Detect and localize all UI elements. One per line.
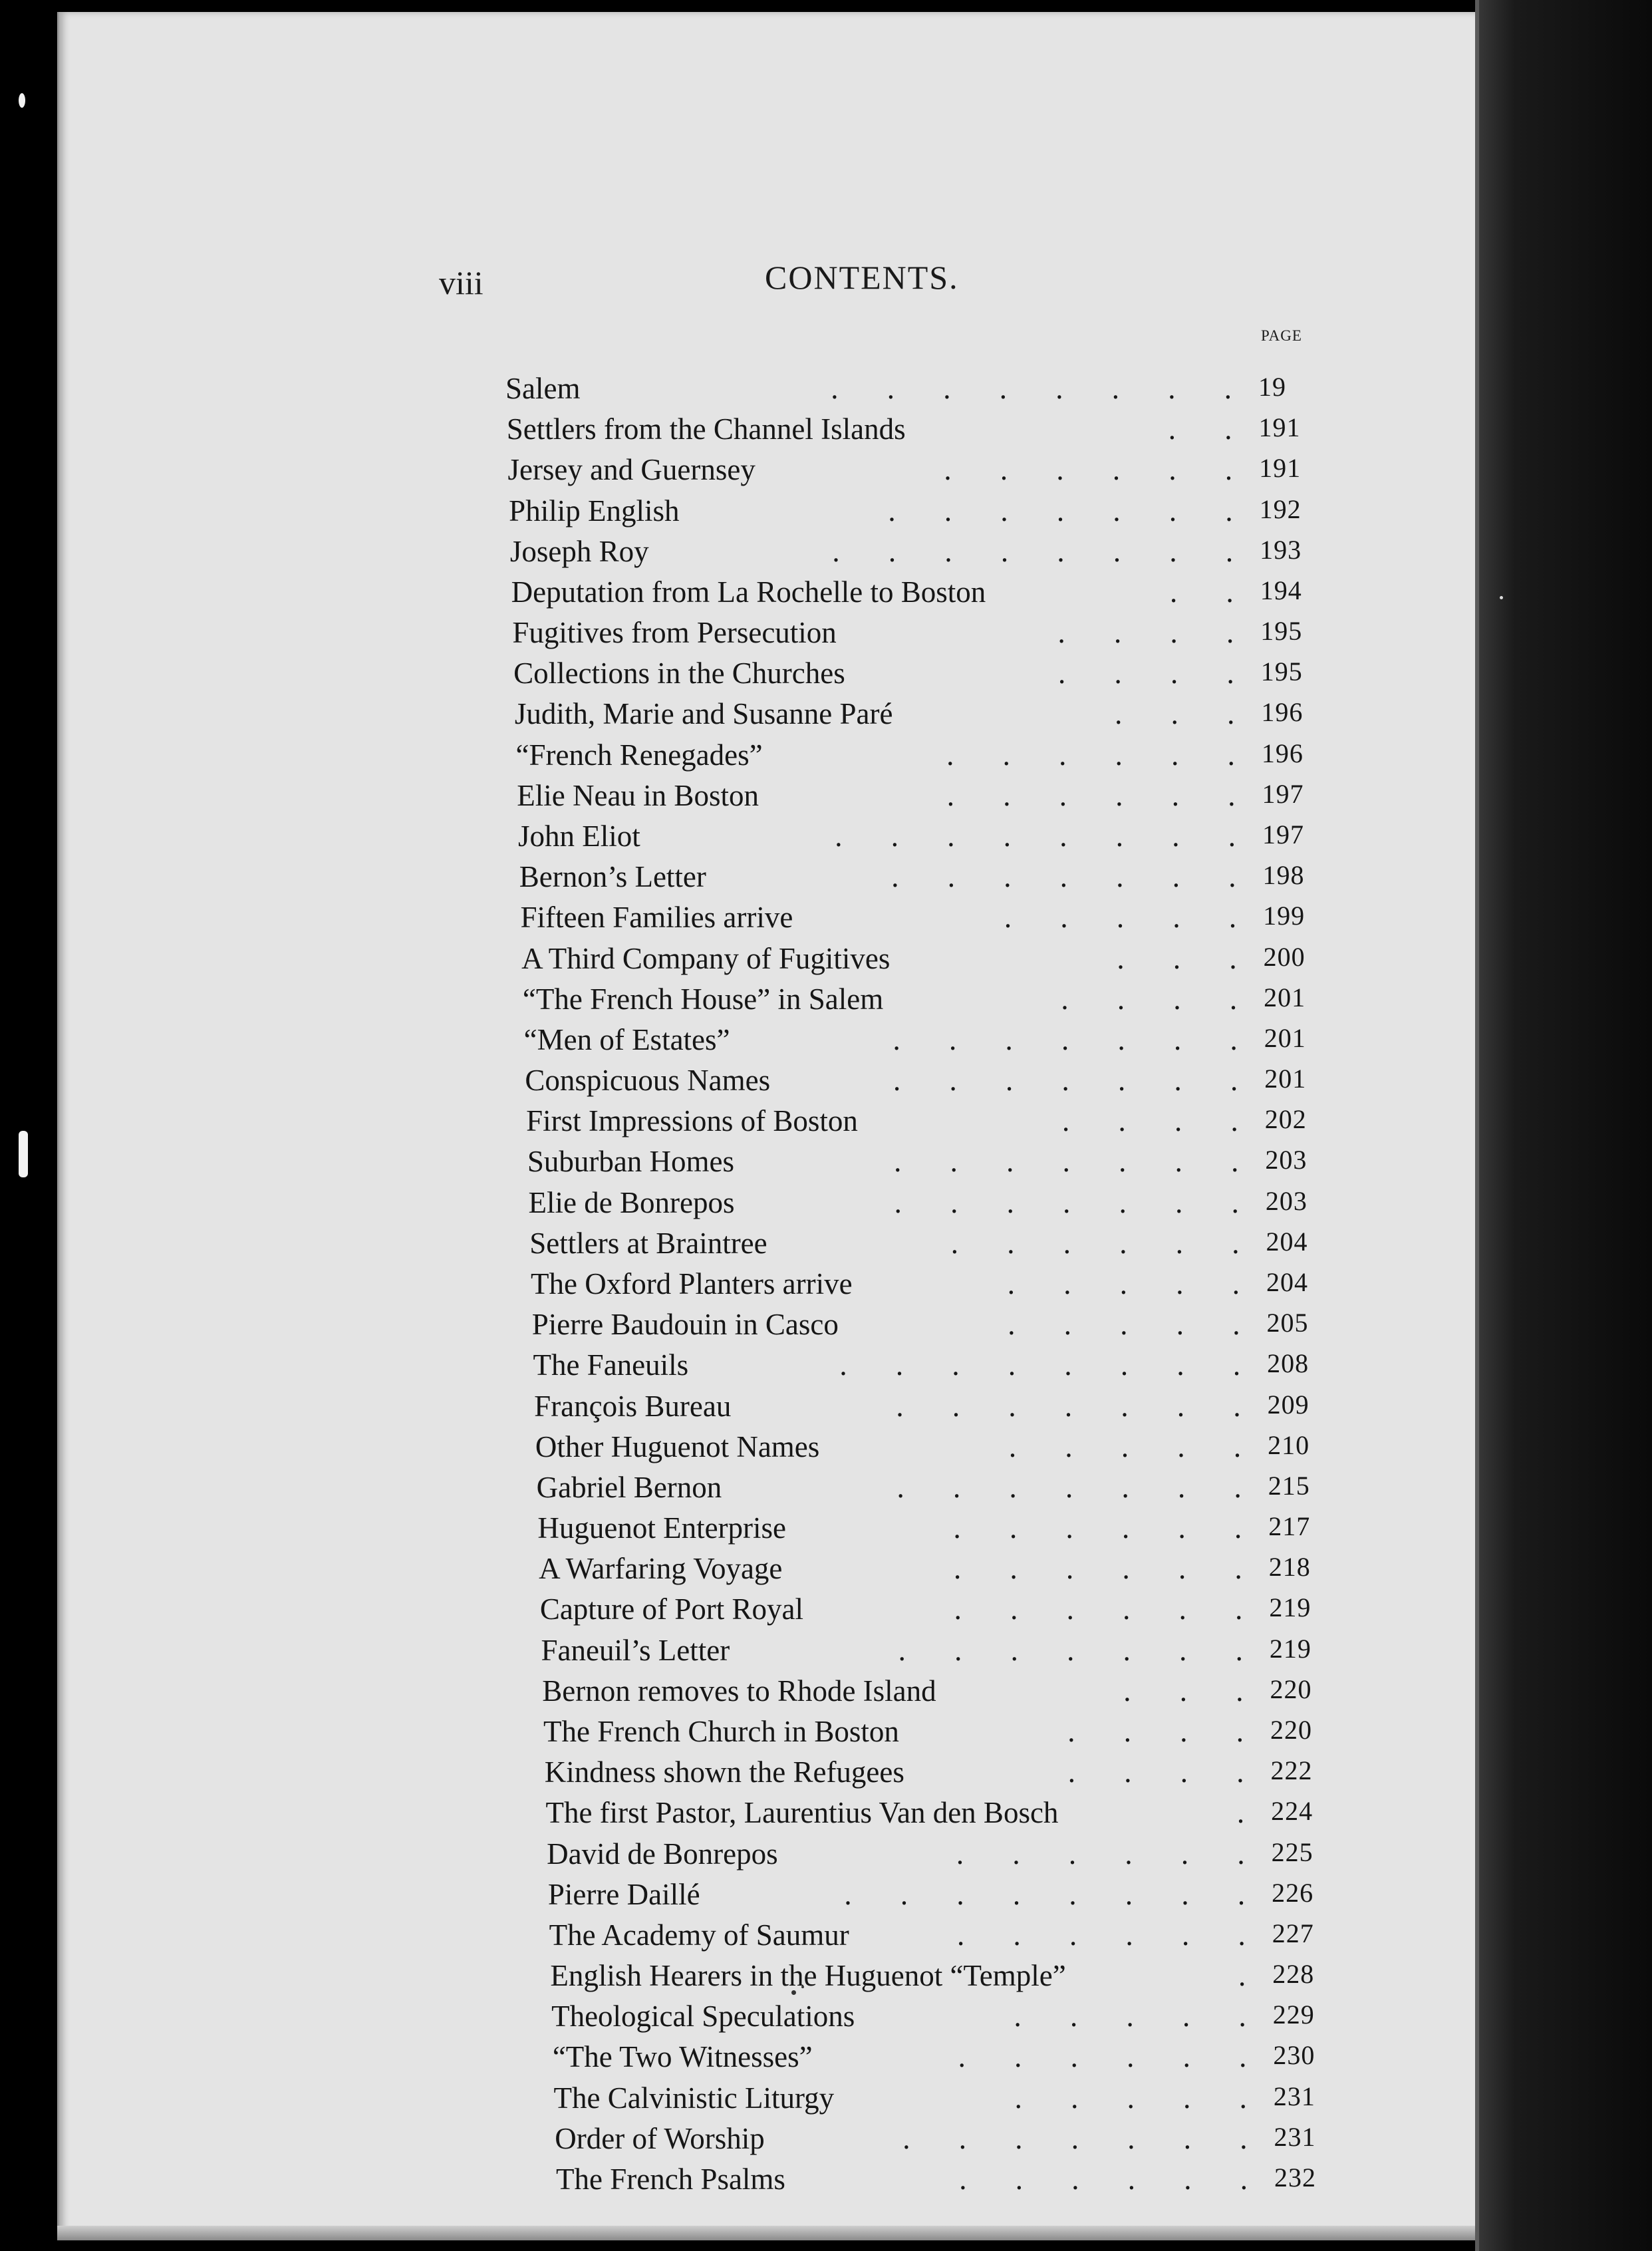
contents-entry <box>555 2121 1347 2156</box>
dot-leader: . . . . . <box>1008 1308 1240 1342</box>
dot-leader: . . . . . . . <box>896 1470 1242 1504</box>
dot-leader: . . . . . <box>1014 2081 1247 2115</box>
entry-page-number: 192 <box>1259 494 1302 524</box>
entry-page-number: 231 <box>1273 2081 1315 2111</box>
entry-page-number: 232 <box>1274 2163 1316 2192</box>
contents-entry <box>535 1429 1341 1464</box>
contents-entry <box>529 1185 1339 1220</box>
dot-leader: . . . <box>1123 1674 1244 1708</box>
contents-entry <box>520 900 1336 935</box>
entry-page-number: 201 <box>1264 1022 1306 1053</box>
entry-title: Conspicuous Names <box>525 1064 771 1098</box>
entry-page-number: 198 <box>1262 860 1305 891</box>
entry-title: The Calvinistic Liturgy <box>553 2081 835 2115</box>
dot-leader: . . . . . . <box>946 738 1235 772</box>
dot-leader: . . . . . . . <box>896 1389 1241 1423</box>
entry-title: English Hearers in the Huguenot “Temple” <box>550 1959 1066 1993</box>
contents-entry <box>505 371 1331 406</box>
entry-page-number: 199 <box>1263 901 1306 931</box>
entry-title: Fifteen Families arrive <box>520 901 793 935</box>
contents-entry <box>507 412 1332 446</box>
entry-title: Salem <box>505 372 581 405</box>
dot-leader: . . . . . <box>1004 901 1237 935</box>
contents-entry <box>537 1511 1341 1545</box>
dot-leader: . . . <box>1117 941 1237 975</box>
entry-page-number: 210 <box>1268 1429 1310 1460</box>
entry-title: Pierre Baudouin in Casco <box>531 1308 839 1342</box>
entry-title: François Bureau <box>534 1389 732 1423</box>
entry-page-number: 208 <box>1267 1348 1309 1379</box>
dot-leader: . . . <box>1115 697 1235 731</box>
dot-leader: . . . . . . . <box>893 1064 1238 1098</box>
dot-leader: . . <box>1168 412 1232 446</box>
dot-leader: . . . . <box>1067 1715 1244 1748</box>
entry-page-number: 219 <box>1269 1633 1311 1664</box>
entry-page-number: 218 <box>1268 1552 1311 1582</box>
entry-title: Other Huguenot Names <box>535 1429 820 1463</box>
dot-leader: . . . . . . . <box>888 494 1233 527</box>
entry-title: First Impressions of Boston <box>526 1104 858 1138</box>
entry-title: “French Renegades” <box>515 738 763 772</box>
dot-leader: . . . . . . <box>959 2163 1248 2196</box>
dot-leader: . . . . . . <box>958 2040 1247 2074</box>
entry-page-number: 194 <box>1260 575 1302 605</box>
entry-page-number: 204 <box>1266 1226 1308 1257</box>
contents-entry <box>529 1226 1339 1261</box>
entry-page-number: 193 <box>1260 534 1302 565</box>
dot-leader: . . . . . . . . <box>831 372 1232 405</box>
entry-page-number: 217 <box>1268 1511 1311 1542</box>
entry-title: Elie de Bonrepos <box>528 1185 735 1219</box>
entry-title: Order of Worship <box>555 2121 765 2155</box>
entry-title: Faneuil’s Letter <box>541 1633 730 1667</box>
entry-title: Joseph Roy <box>509 534 649 568</box>
contents-entry <box>515 696 1335 731</box>
contents-entry <box>531 1267 1339 1301</box>
contents-entry <box>539 1551 1342 1586</box>
dot-leader: . . . . . . . <box>894 1145 1239 1179</box>
entry-title: Settlers at Braintree <box>529 1226 767 1260</box>
entry-page-number: 222 <box>1270 1755 1313 1786</box>
contents-entry <box>554 2081 1347 2115</box>
entry-page-number: 200 <box>1263 941 1306 972</box>
contents-entry <box>509 494 1332 528</box>
dot-leader: . . . . <box>1057 616 1234 650</box>
dot-leader: . . . . . . <box>956 1918 1246 1952</box>
entry-page-number: 201 <box>1264 1064 1307 1094</box>
dot-leader: . . . . <box>1058 657 1234 690</box>
entry-title: David de Bonrepos <box>547 1837 778 1871</box>
dot-leader: . . . . . . <box>954 1552 1242 1586</box>
entry-page-number: 215 <box>1268 1470 1310 1501</box>
entry-title: Fugitives from Persecution <box>512 616 837 650</box>
dot-leader: . . . . . . . . <box>835 820 1236 853</box>
dot-leader: . . . . <box>1061 982 1238 1016</box>
entry-page-number: 227 <box>1272 1918 1314 1948</box>
entry-title: The first Pastor, Laurentius Van den Bosch <box>545 1796 1059 1830</box>
contents-entry <box>556 2162 1347 2196</box>
dot-leader: . . . . . . <box>954 1592 1243 1626</box>
contents-entry <box>553 2039 1347 2074</box>
entry-title: A Warfaring Voyage <box>539 1552 783 1586</box>
entry-title: Deputation from La Rochelle to Boston <box>511 575 986 609</box>
dot-leader: . . . . . . . <box>891 860 1236 894</box>
entry-page-number: 195 <box>1260 616 1303 647</box>
contents-entry <box>516 738 1335 772</box>
entry-page-number: 229 <box>1272 2000 1315 2030</box>
entry-page-number: 196 <box>1261 697 1304 728</box>
entry-page-number: 203 <box>1265 1145 1308 1175</box>
entry-page-number: 191 <box>1259 453 1302 484</box>
contents-entry <box>533 1348 1340 1382</box>
dot-leader: . . . . . <box>1008 1429 1242 1463</box>
contents-entry <box>525 1063 1337 1098</box>
entry-page-number: 191 <box>1258 412 1301 443</box>
entry-title: John Eliot <box>518 820 640 853</box>
entry-title: Suburban Homes <box>527 1145 735 1179</box>
dot-leader: . <box>1236 1796 1245 1830</box>
entry-page-number: 197 <box>1262 778 1304 809</box>
entry-title: The French Psalms <box>556 2163 785 2196</box>
dot-leader: . . . . . . <box>950 1226 1240 1260</box>
entry-title: Theological Speculations <box>551 2000 855 2033</box>
entry-page-number: 220 <box>1270 1674 1312 1704</box>
contents-entry <box>510 534 1333 569</box>
page-heading: CONTENTS. <box>765 259 959 296</box>
entry-title: “The French House” in Salem <box>522 982 884 1016</box>
contents-entry <box>543 1714 1343 1749</box>
entry-title: Philip English <box>509 494 680 527</box>
entry-page-number: 201 <box>1264 982 1306 1012</box>
entry-page-number: 197 <box>1262 820 1304 849</box>
entry-title: “The Two Witnesses” <box>552 2040 813 2074</box>
entry-title: “Men of Estates” <box>523 1022 730 1056</box>
entry-title: Kindness shown the Refugees <box>544 1755 904 1789</box>
contents-entry <box>545 1795 1344 1830</box>
dot-leader: . . . . . . . <box>902 2121 1248 2155</box>
contents-entry <box>549 1918 1345 1952</box>
page-column-label: PAGE <box>1261 327 1302 344</box>
contents-entry <box>517 778 1335 813</box>
dot-leader: . . . . . . . <box>893 1022 1238 1056</box>
entry-title: Elie Neau in Boston <box>517 778 759 812</box>
dot-leader: . . . . . . . . <box>844 1877 1246 1911</box>
entry-page-number: 204 <box>1266 1267 1308 1297</box>
contents-entry <box>548 1877 1345 1912</box>
dot-leader: . . . . . . <box>956 1837 1245 1871</box>
entry-title: Capture of Port Royal <box>539 1592 804 1626</box>
entry-page-number: 220 <box>1270 1715 1312 1745</box>
contents-entry <box>507 452 1332 487</box>
dot-leader: . . . . . . <box>953 1511 1242 1545</box>
entry-page-number: 230 <box>1273 2040 1315 2071</box>
contents-entry <box>537 1470 1341 1505</box>
contents-entry <box>532 1307 1340 1342</box>
contents-entry <box>513 656 1334 690</box>
entry-title: Judith, Marie and Susanne Paré <box>514 697 893 731</box>
contents-entry <box>534 1389 1340 1424</box>
contents-entry <box>541 1633 1343 1668</box>
entry-page-number: 228 <box>1272 1959 1315 1990</box>
entry-title: Collections in the Churches <box>513 657 845 690</box>
entry-page-number: 219 <box>1269 1592 1311 1623</box>
dot-leader: . . . . . . . <box>894 1185 1239 1219</box>
entry-title: Pierre Daillé <box>547 1877 700 1911</box>
dot-leader: . <box>1238 1959 1246 1993</box>
entry-page-number: 205 <box>1266 1308 1309 1338</box>
entry-title: Bernon removes to Rhode Island <box>542 1674 936 1708</box>
contents-entry <box>527 1144 1339 1179</box>
dot-leader: . . . . <box>1062 1104 1238 1138</box>
dot-leader: . . . . . <box>1007 1267 1240 1300</box>
contents-entry <box>526 1104 1338 1138</box>
dot-leader: . . . . <box>1067 1755 1244 1789</box>
contents-entry <box>523 982 1337 1016</box>
entry-title: The French Church in Boston <box>543 1715 899 1748</box>
entry-title: Bernon’s Letter <box>519 860 706 894</box>
entry-title: Jersey and Guernsey <box>507 453 756 487</box>
entry-title: The Faneuils <box>533 1348 689 1382</box>
entry-page-number: 209 <box>1267 1389 1309 1420</box>
entry-page-number: 19 <box>1258 372 1286 402</box>
dot-leader: . . . . . . . . <box>839 1348 1241 1382</box>
contents-entry <box>542 1674 1343 1708</box>
folio-number: viii <box>439 264 483 301</box>
contents-entry <box>547 1837 1344 1871</box>
dot-leader: . . . . . . <box>946 778 1236 812</box>
entry-title: Gabriel Bernon <box>536 1470 722 1504</box>
entry-page-number: 202 <box>1264 1104 1307 1135</box>
entry-title: A Third Company of Fugitives <box>521 941 891 975</box>
dot-leader: . . . . . . . . <box>832 534 1234 568</box>
contents-entry <box>512 615 1333 650</box>
contents-entry <box>550 1958 1345 1993</box>
entry-page-number: 203 <box>1265 1185 1308 1216</box>
dot-leader: . . . . . . . <box>898 1633 1243 1667</box>
entry-page-number: 225 <box>1271 1837 1313 1867</box>
dot-leader: . . <box>1169 575 1234 609</box>
contents-entry <box>545 1755 1344 1789</box>
contents-entry <box>524 1022 1337 1057</box>
entry-page-number: 226 <box>1272 1877 1314 1908</box>
contents-entry <box>511 575 1333 609</box>
entry-title: The Oxford Planters arrive <box>531 1267 853 1300</box>
contents-entry <box>551 1999 1346 2033</box>
dot-leader: . . . . . . <box>944 453 1233 487</box>
entry-title: The Academy of Saumur <box>549 1918 849 1952</box>
contents-entry <box>519 859 1336 894</box>
dot-leader: . . . . . <box>1014 2000 1246 2033</box>
contents-entry <box>540 1592 1343 1626</box>
contents-entry <box>521 941 1336 976</box>
entry-page-number: 195 <box>1260 657 1303 687</box>
contents-entry <box>518 819 1335 853</box>
entry-page-number: 224 <box>1271 1796 1313 1827</box>
entry-page-number: 196 <box>1261 738 1304 768</box>
entry-page-number: 231 <box>1274 2121 1316 2152</box>
entry-title: Settlers from the Channel Islands <box>506 412 906 446</box>
entry-title: Huguenot Enterprise <box>537 1511 787 1545</box>
